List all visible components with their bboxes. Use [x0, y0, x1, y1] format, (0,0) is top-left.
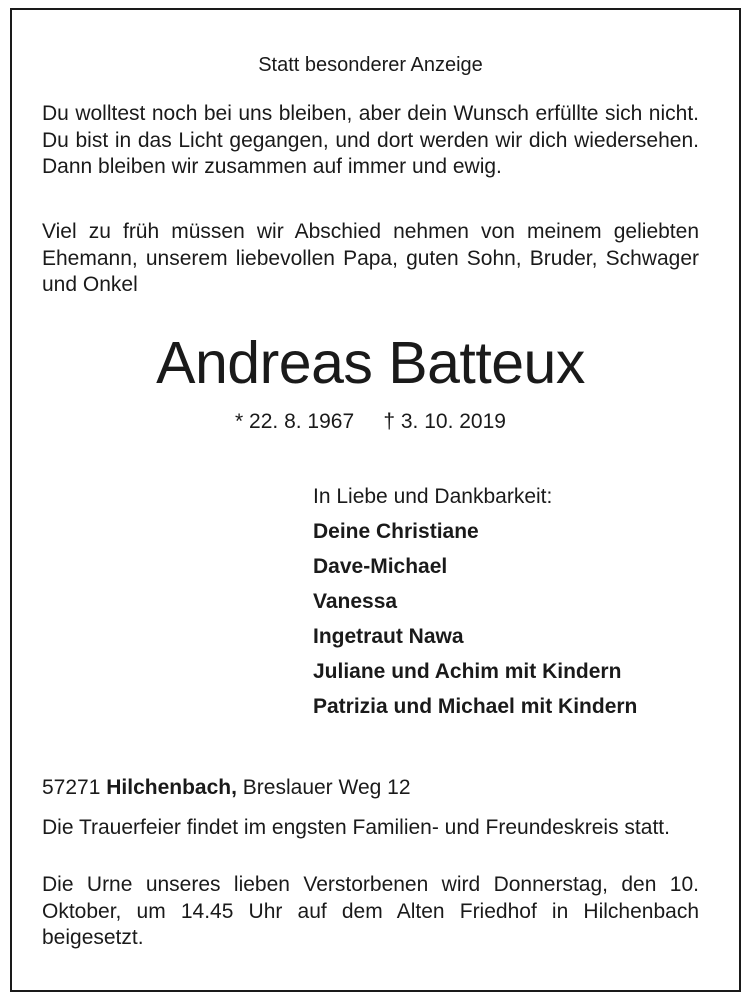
family-member: Vanessa: [313, 590, 398, 613]
funeral-note: Die Trauerfeier findet im engsten Familien- und Freundeskreis statt.: [42, 816, 670, 839]
address-street: Breslauer Weg 12: [242, 776, 411, 799]
family-block: [313, 483, 637, 728]
life-dates: [42, 408, 699, 436]
address-postcode: 57271: [42, 776, 101, 799]
death-date: † 3. 10. 2019: [383, 410, 506, 433]
family-intro: In Liebe und Dankbarkeit:: [313, 485, 553, 508]
family-member: Dave-Michael: [313, 555, 448, 578]
urn-note: Die Urne unseres lieben Verstorbenen wird Donnerstag, den 10. Oktober, um 14.45 Uhr auf dem Alten Friedhof in Hilchenbach beigesetzt.: [42, 873, 699, 949]
address-city: Hilchenbach,: [106, 776, 237, 799]
address-line: [42, 774, 411, 802]
poem-paragraph: Du wolltest noch bei uns bleiben, aber dein Wunsch erfüllte sich nicht. Du bist in das Licht gegangen, und dort werden wir dich wiedersehen. Dann bleiben wir zusammen auf immer und ewig.: [42, 102, 699, 178]
birth-date: * 22. 8. 1967: [235, 410, 355, 433]
family-member: Juliane und Achim mit Kindern: [313, 660, 622, 683]
deceased-name: Andreas Batteux: [156, 330, 585, 396]
intro-paragraph: Viel zu früh müssen wir Abschied nehmen von meinem geliebten Ehemann, unserem liebevollen Papa, guten Sohn, Bruder, Schwager und Onkel: [42, 220, 699, 296]
notice-header: Statt besonderer Anzeige: [258, 54, 483, 76]
family-member: Patrizia und Michael mit Kindern: [313, 695, 638, 718]
family-member: Ingetraut Nawa: [313, 625, 464, 648]
family-member: Deine Christiane: [313, 520, 479, 543]
